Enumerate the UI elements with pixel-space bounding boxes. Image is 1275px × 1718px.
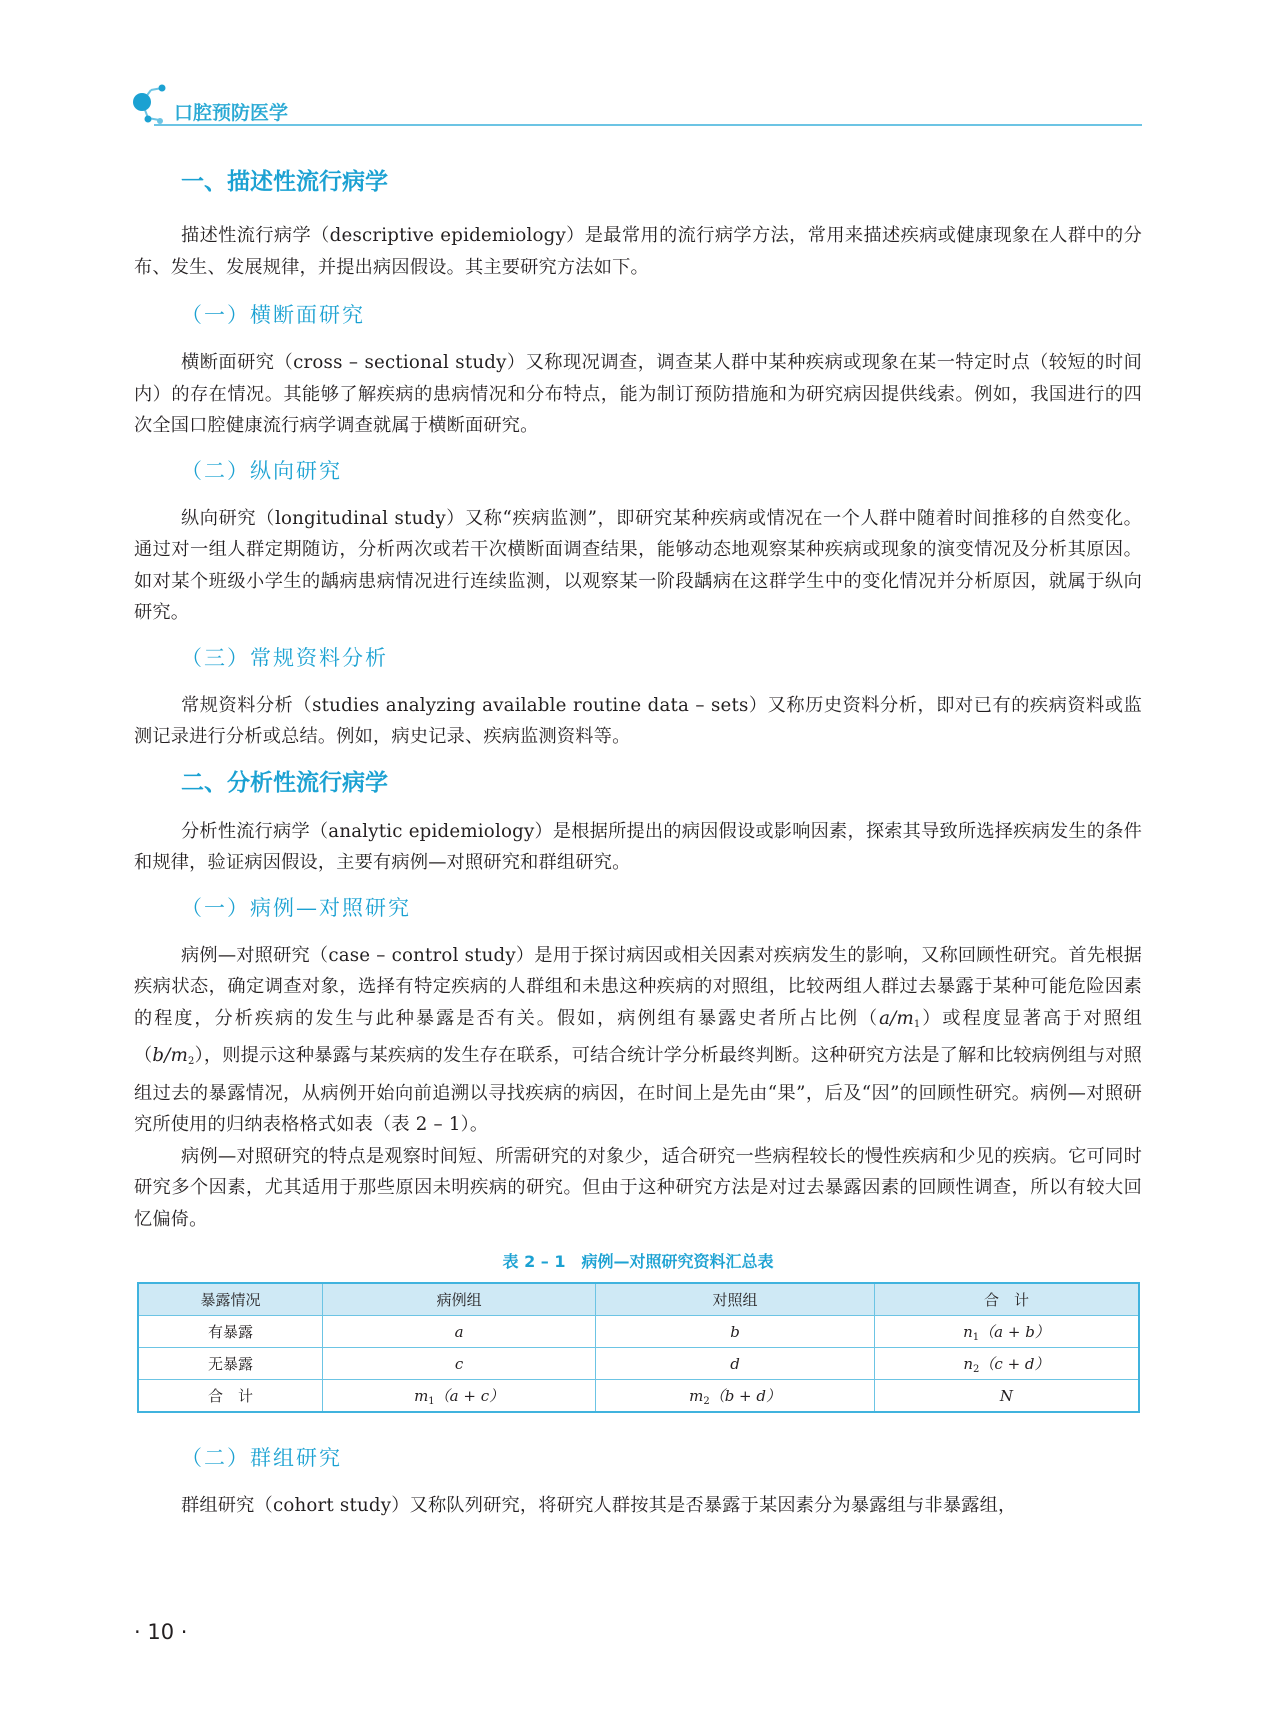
cell-grand-total: N [874,1380,1139,1413]
ratio-control-exposure: $b/m_2$ [152,1045,195,1067]
case-control-summary-table [137,1282,1140,1413]
paragraph-case-control-2: 病例—对照研究的特点是观察时间短、所需研究的对象少，适合研究一些病程较长的慢性疾病和少见的疾病。它可同时研究多个因素，尤其适用于那些原因未明疾病的研究。但由于这种研究方法是对过去暴露因素的回顾性调查，所以有较大回忆偏倚。 [134,1145,1142,1230]
column-header: 合 计 [874,1283,1139,1316]
row-label: 无暴露 [138,1348,323,1380]
page-number: · 10 · [134,1620,188,1644]
section-title-descriptive: 一、描述性流行病学 [181,169,388,195]
paragraph-routine-data: 常规资料分析（studies analyzing available routine data – sets）又称历史资料分析，即对已有的疾病资料或监测记录进行分析或总结。例如，病史记录、疾病监测资料等。 [134,694,1142,747]
table-caption: 表 2 – 1 病例—对照研究资料汇总表 [502,1252,774,1271]
running-header [132,84,1142,132]
text-run: 病例—对照研究（case – control study）是用于探讨病因或相关因素对疾病发生的影响，又称回顾性研究。首先根据疾病状态，确定调查对象，选择有特定疾病的人群组和未患这种疾病的对照组，比较两组人群过去暴露于某种可能危险因素的程度，分析疾病的发生与此种暴露是否有关。假如，病例组有暴露史者所占比例（ [134,944,1142,1029]
paragraph-analytic-intro: 分析性流行病学（analytic epidemiology）是根据所提出的病因假设或影响因素，探索其导致所选择疾病发生的条件和规律，验证病因假设，主要有病例—对照研究和群组研究。 [134,820,1142,873]
subsection-title-cohort: （二）群组研究 [181,1446,342,1470]
paragraph-cohort: 群组研究（cohort study）又称队列研究，将研究人群按其是否暴露于某因素分为暴露组与非暴露组， [181,1495,1017,1516]
header-rule [154,124,1142,126]
table-total-row [138,1380,1139,1413]
paragraph-case-control-1 [134,940,1142,1141]
cell-total: $n_2(c + d)$ [874,1348,1139,1380]
text-run: ）或程度显著高于对照组（ [134,1007,1142,1066]
cell-control: b [596,1316,875,1348]
row-label: 合 计 [138,1380,323,1413]
paragraph-longitudinal: 纵向研究（longitudinal study）又称“疾病监测”，即研究某种疾病或情况在一个人群中随着时间推移的自然变化。通过对一组人群定期随访，分析两次或若干次横断面调查结果，能够动态地观察某种疾病或现象的演变情况及分析其原因。如对某个班级小学生的龋病患病情况进行连续监测，以观察某一阶段龋病在这群学生中的变化情况并分析原因，就属于纵向研究。 [134,507,1142,623]
row-label: 有暴露 [138,1316,323,1348]
subsection-title-case-control: （一）病例—对照研究 [181,895,411,920]
paragraph-descriptive-intro: 描述性流行病学（descriptive epidemiology）是最常用的流行病学方法，常用来描述疾病或健康现象在人群中的分布、发生、发展规律，并提出病因假设。其主要研究方法如下。 [134,225,1142,278]
subsection-title-routine-data: （三）常规资料分析 [181,645,388,670]
text-run: ），则提示这种暴露与某疾病的发生存在联系，可结合统计学分析最终判断。这种研究方法是了解和比较病例组与对照组过去的暴露情况，从病例开始向前追溯以寻找疾病的病因，在时间上是先由“果”，后及“因”的回顾性研究。病例—对照研究所使用的归纳表格格式如表（表 2 – 1）。 [134,1045,1142,1135]
cell-case: a [323,1316,596,1348]
cell-case: c [323,1348,596,1380]
column-header: 暴露情况 [138,1283,323,1316]
cell-case-total: $m_1(a + c)$ [323,1380,596,1413]
table-header-row [138,1283,1139,1316]
subsection-title-cross-sectional: （一）横断面研究 [181,303,365,327]
paragraph-cross-sectional: 横断面研究（cross – sectional study）又称现况调查，调查某人群中某种疾病或现象在某一特定时点（较短的时间内）的存在情况。其能够了解疾病的患病情况和分布特点，能为制订预防措施和为研究病因提供线索。例如，我国进行的四次全国口腔健康流行病学调查就属于横断面研究。 [134,352,1142,436]
book-title: 口腔预防医学 [174,102,289,124]
column-header: 病例组 [323,1283,596,1316]
subsection-title-longitudinal: （二）纵向研究 [181,458,342,483]
ratio-case-exposure: $a/m_1$ [879,1007,921,1030]
page-body [134,166,1142,1522]
column-header: 对照组 [596,1283,875,1316]
cell-control: d [596,1348,875,1380]
cell-total: $n_1(a + b)$ [874,1316,1139,1348]
table-row [138,1316,1139,1348]
table-row [138,1348,1139,1380]
cell-control-total: $m_2(b + d)$ [596,1380,875,1413]
section-title-analytic: 二、分析性流行病学 [181,769,388,796]
